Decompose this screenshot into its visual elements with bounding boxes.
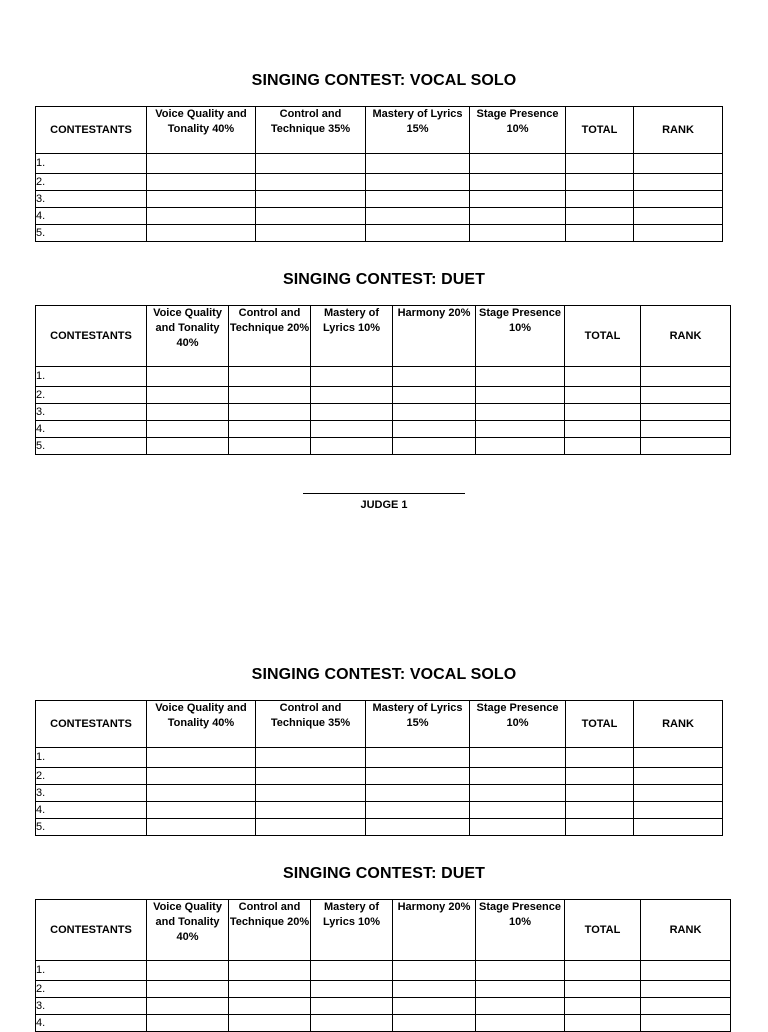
score-cell[interactable] (470, 802, 566, 819)
total-cell[interactable] (565, 387, 641, 404)
total-cell[interactable] (566, 174, 634, 191)
header-voice-quality: Voice Quality and Tonality 40% (147, 701, 256, 748)
score-cell[interactable] (147, 748, 256, 768)
header-control-technique: Control and Technique 35% (256, 107, 366, 154)
score-cell[interactable] (366, 174, 470, 191)
row-number: 3. (36, 191, 147, 208)
rank-cell[interactable] (641, 367, 731, 387)
score-cell[interactable] (470, 748, 566, 768)
rank-cell[interactable] (634, 748, 723, 768)
rank-cell[interactable] (634, 208, 723, 225)
row-number: 4. (36, 208, 147, 225)
score-cell[interactable] (366, 225, 470, 242)
score-cell[interactable] (470, 819, 566, 836)
table-row (36, 367, 731, 387)
row-number: 2. (36, 174, 147, 191)
row-number: 1. (36, 367, 147, 387)
rank-cell[interactable] (641, 438, 731, 455)
header-total: TOTAL (565, 900, 641, 961)
score-cell[interactable] (366, 154, 470, 174)
score-cell[interactable] (470, 768, 566, 785)
score-cell[interactable] (229, 438, 311, 455)
vocal-solo-score-table (35, 700, 723, 836)
table-row (36, 748, 723, 768)
score-cell[interactable] (476, 1015, 565, 1032)
row-number: 1. (36, 748, 147, 768)
rank-cell[interactable] (641, 404, 731, 421)
total-cell[interactable] (566, 785, 634, 802)
rank-cell[interactable] (641, 1015, 731, 1032)
score-cell[interactable] (147, 387, 229, 404)
row-number: 3. (36, 404, 147, 421)
table-row (36, 438, 731, 455)
table-row (36, 802, 723, 819)
total-cell[interactable] (565, 981, 641, 998)
total-cell[interactable] (566, 819, 634, 836)
header-rank: RANK (634, 107, 723, 154)
vocal-solo-score-table (35, 106, 723, 242)
score-cell[interactable] (229, 367, 311, 387)
score-cell[interactable] (147, 981, 229, 998)
score-cell[interactable] (311, 438, 393, 455)
row-number: 4. (36, 802, 147, 819)
row-number: 4. (36, 421, 147, 438)
score-cell[interactable] (256, 785, 366, 802)
score-cell[interactable] (147, 404, 229, 421)
score-cell[interactable] (256, 768, 366, 785)
score-cell[interactable] (229, 421, 311, 438)
header-mastery-lyrics: Mastery of Lyrics 10% (311, 900, 393, 961)
row-number: 5. (36, 819, 147, 836)
score-cell[interactable] (256, 191, 366, 208)
row-number: 2. (36, 981, 147, 998)
table-row (36, 387, 731, 404)
score-cell[interactable] (393, 981, 476, 998)
score-cell[interactable] (476, 438, 565, 455)
duet-title: SINGING CONTEST: DUET (282, 865, 486, 882)
score-cell[interactable] (476, 421, 565, 438)
score-cell[interactable] (393, 387, 476, 404)
total-cell[interactable] (566, 748, 634, 768)
header-rank: RANK (641, 306, 731, 367)
rank-cell[interactable] (634, 785, 723, 802)
row-number: 1. (36, 154, 147, 174)
score-cell[interactable] (470, 208, 566, 225)
total-cell[interactable] (566, 225, 634, 242)
score-cell[interactable] (366, 191, 470, 208)
header-control-technique: Control and Technique 35% (256, 701, 366, 748)
header-control-technique: Control and Technique 20% (229, 306, 311, 367)
header-control-technique: Control and Technique 20% (229, 900, 311, 961)
score-cell[interactable] (470, 225, 566, 242)
table-row (36, 961, 731, 981)
score-cell[interactable] (311, 961, 393, 981)
score-cell[interactable] (470, 154, 566, 174)
score-cell[interactable] (229, 961, 311, 981)
score-cell[interactable] (476, 998, 565, 1015)
row-number: 4. (36, 1015, 147, 1032)
header-total: TOTAL (566, 701, 634, 748)
row-number: 2. (36, 387, 147, 404)
rank-cell[interactable] (641, 387, 731, 404)
score-cell[interactable] (256, 174, 366, 191)
total-cell[interactable] (566, 768, 634, 785)
score-cell[interactable] (476, 367, 565, 387)
score-cell[interactable] (311, 981, 393, 998)
duet-score-table (35, 899, 731, 1032)
score-cell[interactable] (311, 1015, 393, 1032)
score-cell[interactable] (147, 174, 256, 191)
score-cell[interactable] (147, 785, 256, 802)
score-cell[interactable] (147, 802, 256, 819)
row-number: 2. (36, 768, 147, 785)
rank-cell[interactable] (641, 961, 731, 981)
header-stage-presence: Stage Presence 10% (470, 107, 566, 154)
judge-label: JUDGE 1 (360, 499, 408, 511)
total-cell[interactable] (566, 802, 634, 819)
table-row (36, 191, 723, 208)
score-cell[interactable] (393, 404, 476, 421)
header-mastery-lyrics: Mastery of Lyrics 15% (366, 701, 470, 748)
header-rank: RANK (634, 701, 723, 748)
score-cell[interactable] (311, 387, 393, 404)
header-contestants: CONTESTANTS (36, 306, 147, 367)
table-row (36, 421, 731, 438)
score-cell[interactable] (366, 208, 470, 225)
score-cell[interactable] (393, 998, 476, 1015)
score-cell[interactable] (470, 191, 566, 208)
score-cell[interactable] (147, 367, 229, 387)
total-cell[interactable] (566, 208, 634, 225)
score-cell[interactable] (147, 438, 229, 455)
total-cell[interactable] (565, 438, 641, 455)
score-cell[interactable] (229, 998, 311, 1015)
score-cell[interactable] (147, 421, 229, 438)
score-cell[interactable] (147, 1015, 229, 1032)
header-contestants: CONTESTANTS (36, 107, 147, 154)
header-voice-quality: Voice Quality and Tonality 40% (147, 306, 229, 367)
score-cell[interactable] (366, 819, 470, 836)
header-stage-presence: Stage Presence 10% (476, 306, 565, 367)
row-number: 1. (36, 961, 147, 981)
table-row (36, 768, 723, 785)
table-row (36, 785, 723, 802)
score-cell[interactable] (476, 981, 565, 998)
table-row (36, 819, 723, 836)
score-cell[interactable] (366, 768, 470, 785)
header-voice-quality: Voice Quality and Tonality 40% (147, 107, 256, 154)
score-cell[interactable] (147, 768, 256, 785)
total-cell[interactable] (565, 421, 641, 438)
rank-cell[interactable] (634, 768, 723, 785)
header-harmony: Harmony 20% (393, 900, 476, 961)
score-cell[interactable] (476, 387, 565, 404)
rank-cell[interactable] (634, 154, 723, 174)
table-row (36, 998, 731, 1015)
score-cell[interactable] (366, 785, 470, 802)
score-cell[interactable] (476, 404, 565, 421)
duet-title: SINGING CONTEST: DUET (282, 271, 486, 288)
table-row (36, 981, 731, 998)
header-rank: RANK (641, 900, 731, 961)
score-cell[interactable] (393, 438, 476, 455)
header-total: TOTAL (565, 306, 641, 367)
header-stage-presence: Stage Presence 10% (476, 900, 565, 961)
table-row (36, 1015, 731, 1032)
header-total: TOTAL (566, 107, 634, 154)
header-voice-quality: Voice Quality and Tonality 40% (147, 900, 229, 961)
score-cell[interactable] (311, 998, 393, 1015)
header-harmony: Harmony 20% (393, 306, 476, 367)
table-row (36, 208, 723, 225)
score-cell[interactable] (256, 819, 366, 836)
score-cell[interactable] (147, 208, 256, 225)
rank-cell[interactable] (634, 225, 723, 242)
score-cell[interactable] (256, 225, 366, 242)
score-cell[interactable] (229, 404, 311, 421)
score-cell[interactable] (393, 961, 476, 981)
row-number: 3. (36, 785, 147, 802)
rank-cell[interactable] (641, 981, 731, 998)
score-cell[interactable] (229, 1015, 311, 1032)
rank-cell[interactable] (634, 191, 723, 208)
rank-cell[interactable] (641, 421, 731, 438)
total-cell[interactable] (566, 191, 634, 208)
score-cell[interactable] (393, 1015, 476, 1032)
judge-signature-line[interactable] (303, 493, 465, 494)
score-cell[interactable] (393, 421, 476, 438)
score-cell[interactable] (229, 387, 311, 404)
score-cell[interactable] (470, 174, 566, 191)
score-cell[interactable] (476, 961, 565, 981)
score-cell[interactable] (147, 225, 256, 242)
total-cell[interactable] (565, 367, 641, 387)
score-cell[interactable] (147, 819, 256, 836)
header-contestants: CONTESTANTS (36, 900, 147, 961)
row-number: 5. (36, 438, 147, 455)
total-cell[interactable] (565, 1015, 641, 1032)
score-cell[interactable] (256, 802, 366, 819)
score-cell[interactable] (147, 191, 256, 208)
total-cell[interactable] (565, 998, 641, 1015)
duet-score-table (35, 305, 731, 455)
table-row (36, 154, 723, 174)
score-cell[interactable] (393, 367, 476, 387)
score-cell[interactable] (366, 802, 470, 819)
total-cell[interactable] (565, 961, 641, 981)
rank-cell[interactable] (634, 802, 723, 819)
total-cell[interactable] (565, 404, 641, 421)
score-cell[interactable] (311, 367, 393, 387)
score-cell[interactable] (229, 981, 311, 998)
score-cell[interactable] (256, 748, 366, 768)
score-cell[interactable] (147, 998, 229, 1015)
header-stage-presence: Stage Presence 10% (470, 701, 566, 748)
score-cell[interactable] (366, 748, 470, 768)
score-cell[interactable] (470, 785, 566, 802)
total-cell[interactable] (566, 154, 634, 174)
score-cell[interactable] (147, 154, 256, 174)
score-cell[interactable] (311, 421, 393, 438)
table-row (36, 225, 723, 242)
rank-cell[interactable] (641, 998, 731, 1015)
score-cell[interactable] (311, 404, 393, 421)
row-number: 5. (36, 225, 147, 242)
score-cell[interactable] (256, 154, 366, 174)
rank-cell[interactable] (634, 819, 723, 836)
score-cell[interactable] (256, 208, 366, 225)
solo-title: SINGING CONTEST: VOCAL SOLO (251, 72, 517, 89)
table-row (36, 174, 723, 191)
solo-title: SINGING CONTEST: VOCAL SOLO (251, 666, 517, 683)
rank-cell[interactable] (634, 174, 723, 191)
score-cell[interactable] (147, 961, 229, 981)
header-contestants: CONTESTANTS (36, 701, 147, 748)
header-mastery-lyrics: Mastery of Lyrics 10% (311, 306, 393, 367)
header-mastery-lyrics: Mastery of Lyrics 15% (366, 107, 470, 154)
row-number: 3. (36, 998, 147, 1015)
table-row (36, 404, 731, 421)
